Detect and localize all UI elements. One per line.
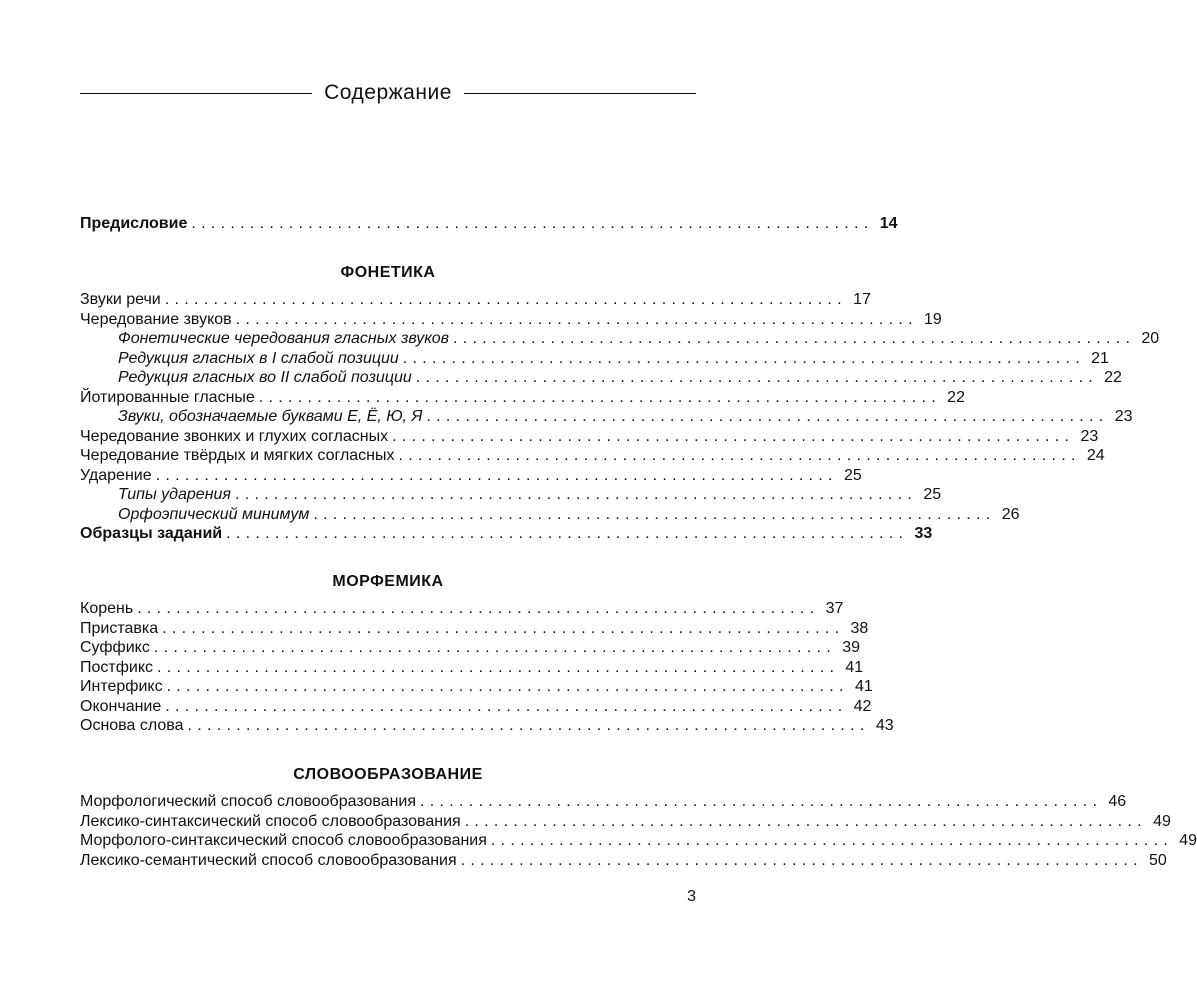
toc-entry[interactable] [80,716,894,736]
toc-entry[interactable] [80,619,869,639]
dot-leader: ...................................................................... [415,369,1098,386]
toc-entry[interactable] [80,466,862,486]
toc-entry[interactable] [80,677,873,697]
toc-entry-label: Чередование твёрдых и мягких согласных [80,447,395,464]
toc-entry[interactable] [80,310,942,330]
toc-entry-preface[interactable] [80,214,898,234]
toc-entry[interactable] [80,446,1105,466]
dot-leader: ...................................................................... [398,447,1081,464]
toc-subentry[interactable] [118,505,1020,525]
toc-entry-page: 33 [914,525,933,542]
toc-entry-samples[interactable] [80,524,933,544]
toc-entry-label: Предисловие [80,215,188,232]
toc-entry-label: Постфикс [80,659,154,676]
dot-leader: ...................................................................... [420,793,1103,810]
toc-entry-label: Чередование звуков [80,311,232,328]
toc-entry-label: Образцы заданий [80,525,223,542]
toc-entry-label: Окончание [80,698,162,715]
toc-entry-page: 19 [924,311,942,328]
toc-entry-page: 25 [844,467,862,484]
toc-entry-label: Йотированные гласные [80,389,255,406]
toc-entry-page: 37 [825,600,844,617]
toc-entry-label: Лексико-семантический способ словообразования [80,852,457,869]
toc-entry[interactable] [80,851,1167,871]
toc-entry-page: 25 [923,486,942,503]
page-title: Содержание [324,81,452,104]
toc-entry-page: 17 [853,291,871,308]
toc-entry-label: Основа слова [80,717,184,734]
toc-entry[interactable] [80,831,1197,851]
toc-entry-label: Орфоэпический минимум [118,506,310,523]
toc-entry[interactable] [80,812,1171,832]
toc-entry[interactable] [80,697,872,717]
toc-entry[interactable] [80,792,1127,812]
toc-entry-label: Интерфикс [80,678,163,695]
toc-entry-page: 26 [1001,506,1020,523]
dot-leader: ...................................................................... [490,832,1174,849]
toc-entry-label: Звуки речи [80,291,161,308]
dot-leader: ...................................................................... [234,486,918,503]
dot-leader: ...................................................................... [137,600,820,617]
dot-leader: ...................................................................... [191,215,874,232]
toc-entry[interactable] [80,638,860,658]
toc-subentry[interactable] [118,368,1122,388]
toc-subentry[interactable] [118,485,942,505]
dot-leader: ...................................................................... [453,330,1136,347]
toc-subentry[interactable] [118,407,1133,427]
toc-entry-label: Редукция гласных во II слабой позиции [118,369,412,386]
dot-leader: ...................................................................... [426,408,1109,425]
dot-leader: ...................................................................... [164,291,847,308]
toc-entry-page: 38 [850,620,869,637]
toc-entry-label: Звуки, обозначаемые буквами Е, Ё, Ю, Я [118,408,423,425]
toc-entry-page: 41 [854,678,873,695]
dot-leader: ...................................................................... [258,389,941,406]
toc-entry-page: 49 [1179,832,1197,849]
dot-leader: ...................................................................... [157,659,840,676]
toc-entry-page: 39 [842,639,860,656]
toc-entry-page: 43 [875,717,894,734]
toc-entry[interactable] [80,388,965,408]
toc-entry-label: Чередование звонких и глухих согласных [80,428,389,445]
toc-entry-page: 42 [853,698,872,715]
page-number: 3 [687,888,696,905]
dot-leader: ...................................................................... [392,428,1075,445]
dot-leader: ...................................................................... [464,813,1147,830]
toc-entry-page: 49 [1153,813,1171,830]
section-heading-phonetics: ФОНЕТИКА [340,264,436,281]
toc-entry-label: Корень [80,600,134,617]
toc-entry-label: Суффикс [80,639,150,656]
toc-entry-label: Редукция гласных в I слабой позиции [118,350,399,367]
dot-leader: ...................................................................... [460,852,1143,869]
toc-entry-page: 21 [1091,350,1109,367]
toc-entry-page: 14 [879,215,898,232]
toc-entry[interactable] [80,290,871,310]
toc-entry-label: Типы ударения [118,486,231,503]
toc-entry-page: 23 [1080,428,1099,445]
dot-leader: ...................................................................... [313,506,996,523]
title-rule-left [80,93,312,94]
dot-leader: ...................................................................... [187,717,870,734]
toc-entry-label: Фонетические чередования гласных звуков [118,330,450,347]
toc-header [80,80,696,106]
toc-entry-page: 22 [947,389,965,406]
section-heading-morphemics: МОРФЕМИКА [332,573,444,590]
toc-entry-page: 41 [845,659,864,676]
toc-entry-page: 23 [1114,408,1133,425]
toc-entry-label: Ударение [80,467,152,484]
toc-entry-page: 22 [1104,369,1122,386]
toc-entry-label: Лексико-синтаксический способ словообразования [80,813,461,830]
dot-leader: ...................................................................... [226,525,909,542]
toc-entry-page: 46 [1108,793,1127,810]
toc-entry[interactable] [80,658,864,678]
toc-entry-label: Морфологический способ словообразования [80,793,417,810]
title-rule-right [464,93,696,94]
dot-leader: ...................................................................... [402,350,1085,367]
toc-subentry[interactable] [118,329,1160,349]
toc-entry-label: Приставка [80,620,159,637]
dot-leader: ...................................................................... [153,639,836,656]
dot-leader: ...................................................................... [165,698,848,715]
toc-entry[interactable] [80,599,844,619]
toc-subentry[interactable] [118,349,1109,369]
dot-leader: ...................................................................... [166,678,849,695]
section-heading-word-formation: СЛОВООБРАЗОВАНИЕ [293,766,483,783]
dot-leader: ...................................................................... [162,620,845,637]
toc-entry-page: 50 [1149,852,1167,869]
toc-entry-label: Морфолого-синтаксический способ словообразования [80,832,487,849]
dot-leader: ...................................................................... [155,467,838,484]
toc-entry[interactable] [80,427,1099,447]
toc-entry-page: 20 [1141,330,1160,347]
toc-entry-page: 24 [1086,447,1105,464]
dot-leader: ...................................................................... [235,311,918,328]
